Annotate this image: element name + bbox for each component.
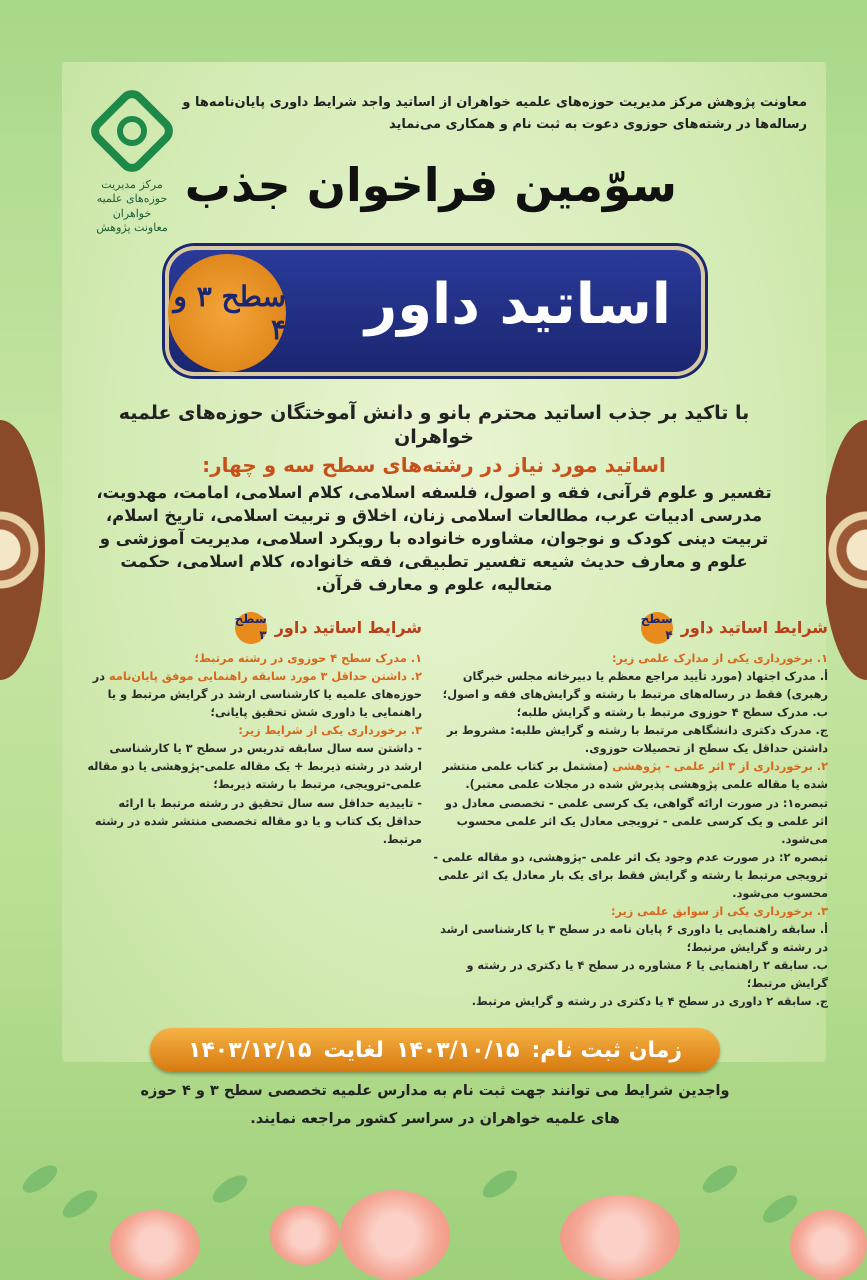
leaf-icon [58, 1185, 101, 1223]
registration-bar [150, 1028, 720, 1072]
emphasis-text: با تاکید بر جذب اساتید محترم بانو و دانش آموختگان حوزه‌های علمیه خواهران [118, 402, 750, 448]
condition-text: - تاییدیه حداقل سه سال تحقیق در رشته مرتبط با ارائه حداقل یک کتاب و یا دو مقاله تخصصی منتشر شده در رشته مرتبط. [94, 796, 422, 846]
condition-item [432, 668, 828, 704]
condition-text: تبصره۱: در صورت ارائه گواهی، یک کرسی علمی - تخصصی معادل دو اثر علمی و یک کرسی علمی - ترویجی معادل یک اثر علمی محسوب می‌شود. [444, 796, 828, 846]
flower-icon [340, 1190, 450, 1280]
condition-text: ۱. مدرک سطح ۴ حوزوی در رشته مرتبط؛ [194, 652, 422, 665]
condition-item [432, 957, 828, 993]
level3-heading [86, 612, 422, 644]
page-title: سوّمین فراخوان جذب [184, 158, 677, 212]
condition-text: ج. مدرک دکتری دانشگاهی مرتبط با رشته و گرایش طلبه: مشروط بر داشتن حداقل یک سطح از تحصیلات حوزوی. [446, 724, 828, 756]
condition-item [86, 650, 422, 668]
condition-text: در حوزه‌های علمیه یا کارشناسی ارشد در گرایش مرتبط و یا راهنمایی یا داوری شش تحقیق پایانی؛ [92, 670, 422, 720]
leaf-icon [758, 1190, 801, 1228]
intro-section [92, 402, 776, 596]
condition-text: ب. مدرک سطح ۴ حوزوی مرتبط با رشته و گرایش طلبه؛ [516, 706, 828, 720]
condition-item [86, 740, 422, 794]
level3-items [86, 650, 422, 849]
level3-conditions [86, 612, 422, 849]
condition-text: ب. سابقه ۲ راهنمایی یا ۶ مشاوره در سطح ۴ یا دکتری در رشته و گرایش مرتبط؛ [466, 959, 828, 991]
condition-item [432, 921, 828, 957]
condition-text: أ. سابقه راهنمایی یا داوری ۶ پایان نامه در سطح ۳ یا کارشناسی ارشد در رشته و گرایش مرتبط؛ [440, 922, 828, 954]
flower-icon [560, 1195, 680, 1280]
leaf-icon [478, 1165, 521, 1203]
condition-text: تبصره ۲: در صورت عدم وجود یک اثر علمی -پژوهشی، دو مقاله علمی - ترویجی مرتبط با رشته و گرایش فقط برای یک بار معادل یک اثر علمی محسوب می‌شود. [433, 850, 828, 900]
left-ornament [0, 420, 45, 680]
logo-line1: مرکز مدیریت حوزه‌های علمیه خواهران [96, 178, 168, 220]
flower-icon [790, 1210, 867, 1280]
intro-text: معاونت پژوهش مرکز مدیریت حوزه‌های علمیه خواهران از اساتید واجد شرایط داوری پایان‌نامه‌ها و رساله‌ها در رشته‌های حوزوی دعوت به ثبت نام و همکاری می‌نماید [182, 95, 807, 133]
condition-item [86, 795, 422, 849]
condition-item [432, 849, 828, 903]
condition-text: ۳. برخورداری یکی از شرایط زیر: [238, 724, 422, 738]
level4-heading [432, 612, 828, 644]
condition-item [432, 650, 828, 668]
level4-conditions [432, 612, 828, 1011]
condition-accent: ۲. داشتن حداقل ۳ مورد سابقه راهنمایی موفق پایان‌نامه [108, 670, 422, 684]
leaf-icon [18, 1160, 61, 1198]
condition-text: أ. مدرک اجتهاد (مورد تأیید مراجع معظم یا دبیرخانه مجلس خبرگان رهبری) فقط در رساله‌های مرتبط با رشته و گرایش‌های فقه و اصول؛ [442, 670, 828, 702]
leaf-icon [698, 1160, 741, 1198]
logo [92, 98, 172, 235]
condition-item [432, 758, 828, 794]
condition-item [86, 668, 422, 722]
condition-text: (مشتمل بر کتاب علمی منتشر شده یا مقاله علمی پژوهشی پذیرش شده در مجلات علمی معتبر). [442, 760, 828, 792]
right-ornament [822, 420, 867, 680]
registration-end: ۱۴۰۳/۱۲/۱۵ [187, 1037, 312, 1063]
condition-item [432, 903, 828, 921]
leaf-icon [208, 1170, 251, 1208]
flower-decoration [0, 1150, 867, 1280]
level4-badge: سطح ۴ [640, 612, 673, 642]
condition-item [86, 722, 422, 740]
condition-text: - داشتن سه سال سابقه تدریس در سطح ۳ یا کارشناسی ارشد در رشته ذیربط + یک مقاله علمی-پژوهشی یا دو مقاله علمی-ترویجی، مرتبط با رشته ذیربط؛ [87, 742, 422, 792]
condition-text: ۱. برخورداری یکی از مدارک علمی زیر: [611, 652, 828, 665]
condition-item [432, 993, 828, 1011]
condition-accent: ۲. برخورداری از ۳ اثر علمی - پژوهشی [612, 760, 828, 774]
fields-list: تفسیر و علوم قرآنی، فقه و اصول، فلسفه اسلامی، کلام اسلامی، امامت، مهدویت، مدرسی ادبیات عرب، مطالعات اسلامی زنان، اخلاق و تربیت اسلامی، تاریخ اسلام، تربیت دینی کودک و نوجوان، مشاوره خانواده با رویکرد اسلامی، مدیریت آموزشی و علوم و معارف حدیث شیعه تفسیر تطبیقی، فقه خانواده، کلام اسلامی، حکمت متعالیه، علوم و معارف قرآن. [96, 482, 772, 594]
condition-item [432, 722, 828, 758]
condition-item [432, 704, 828, 722]
logo-mark-icon [85, 84, 178, 177]
level-badge: سطح ۳ و ۴ [168, 254, 286, 372]
logo-text [92, 178, 172, 235]
level4-heading-text: شرایط اساتید داور [680, 617, 828, 637]
condition-item [432, 795, 828, 849]
condition-text: ۳. برخورداری یکی از سوابق علمی زیر: [610, 904, 828, 918]
banner-text: اساتید داور [364, 272, 671, 337]
level3-heading-text: شرایط اساتید داور [274, 617, 422, 637]
registration-label: زمان ثبت نام: [531, 1037, 683, 1063]
level3-badge: سطح ۳ [234, 612, 267, 642]
subtitle: اساتید مورد نیاز در رشته‌های سطح سه و چهار: [202, 452, 666, 477]
registration-start: ۱۴۰۳/۱۰/۱۵ [395, 1037, 520, 1063]
flower-icon [110, 1210, 200, 1280]
registration-note: واجدین شرایط می توانند جهت ثبت نام به مدارس علمیه تخصصی سطح ۳ و ۴ حوزه های علمیه خواهران در سراسر کشور مراجعه نمایند. [140, 1083, 730, 1127]
condition-text: ج. سابقه ۲ داوری در سطح ۴ یا دکتری در رشته و گرایش مرتبط. [471, 995, 828, 1009]
registration-until: لغایت [323, 1037, 384, 1063]
logo-line2: معاونت پژوهش [96, 220, 168, 234]
level4-items [432, 650, 828, 1011]
flower-icon [270, 1205, 340, 1265]
